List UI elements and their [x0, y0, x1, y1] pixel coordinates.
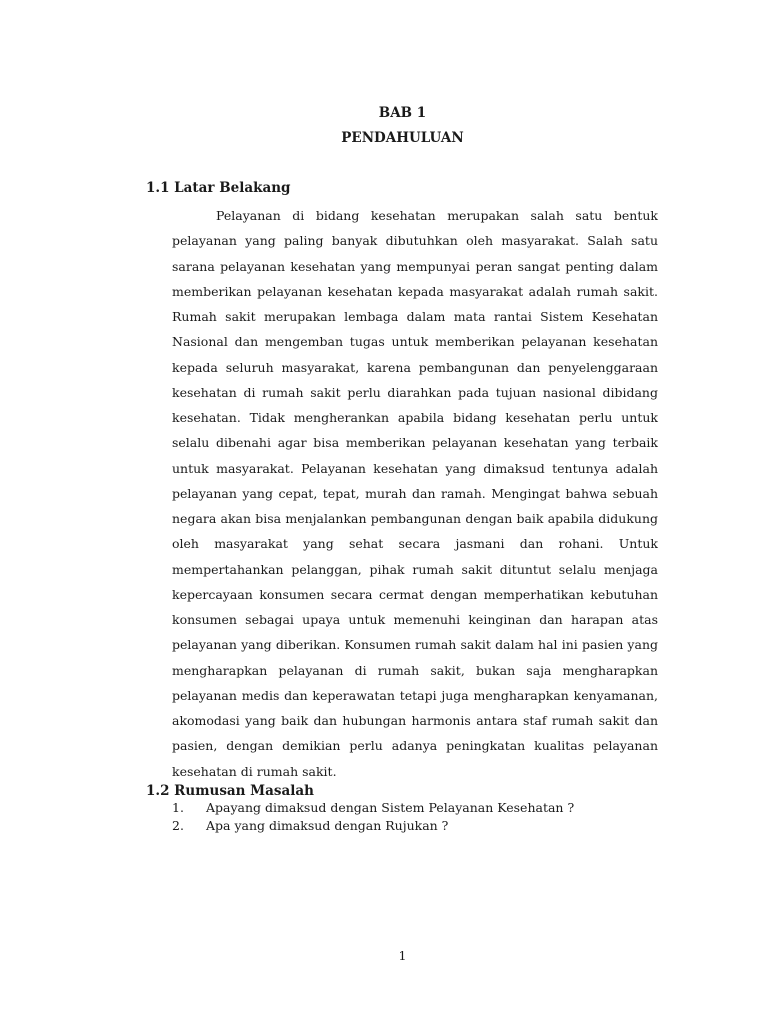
list-item: [172, 799, 574, 817]
rumusan-masalah-list: [172, 799, 574, 835]
list-item: [172, 817, 574, 835]
page-number: 1: [398, 948, 407, 963]
latar-belakang-paragraph: Pelayanan di bidang kesehatan merupakan salah satu bentuk pelayanan yang paling banyak dibutuhkan oleh masyarakat. Salah satu sarana pelayanan kesehatan yang mempunyai peran sangat penting dalam memberikan pelayanan kesehatan kepada masyarakat adalah rumah sakit. Rumah sakit merupakan lembaga dalam mata rantai Sistem Kesehatan Nasional dan mengemban tugas untuk memberikan pelayanan kesehatan kepada seluruh masyarakat, karena pembangunan dan penyelenggaraan kesehatan di rumah sakit perlu diarahkan pada tujuan nasional dibidang kesehatan. Tidak mengherankan apabila bidang kesehatan perlu untuk selalu dibenahi agar bisa memberikan pelayanan kesehatan yang terbaik untuk masyarakat. Pelayanan kesehatan yang dimaksud tentunya adalah pelayanan yang cepat, tepat, murah dan ramah. Mengingat bahwa sebuah negara akan bisa menjalankan pembangunan dengan baik apabila didukung oleh masyarakat yang sehat secara jasmani dan rohani. Untuk mempertahankan pelanggan, pihak rumah sakit dituntut selalu menjaga kepercayaan konsumen secara cermat dengan memperhatikan kebutuhan konsumen sebagai upaya untuk memenuhi keinginan dan harapan atas pelayanan yang diberikan. Konsumen rumah sakit dalam hal ini pasien yang mengharapkan pelayanan di rumah sakit, bukan saja mengharapkan pelayanan medis dan keperawatan tetapi juga mengharapkan kenyamanan, akomodasi yang baik dan hubungan harmonis antara staf rumah sakit dan pasien, dengan demikian perlu adanya peningkatan kualitas pelayanan kesehatan di rumah sakit.: [172, 208, 658, 779]
section-heading-latar-belakang: 1.1 Latar Belakang: [146, 180, 291, 196]
list-item-number: 1.: [172, 800, 184, 815]
section-heading-rumusan-masalah: 1.2 Rumusan Masalah: [146, 783, 314, 799]
list-item-text: Apa yang dimaksud dengan Rujukan ?: [206, 818, 449, 833]
list-item-text: Apayang dimaksud dengan Sistem Pelayanan Kesehatan ?: [206, 800, 575, 815]
list-item-number: 2.: [172, 818, 184, 833]
chapter-number: BAB 1: [378, 105, 427, 121]
chapter-title: PENDAHULUAN: [341, 130, 464, 146]
